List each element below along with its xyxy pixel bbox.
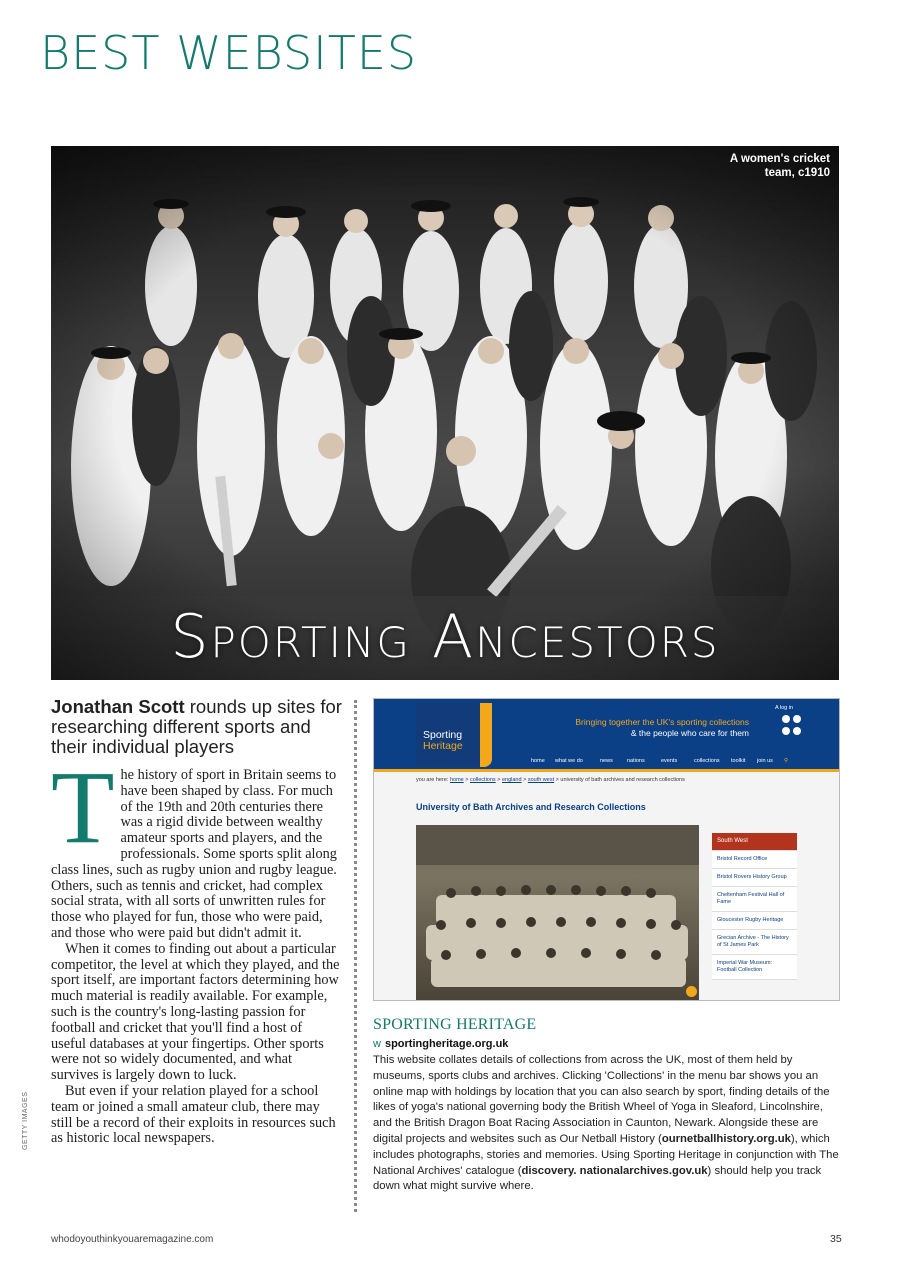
discovery-link[interactable]: discovery. nationalarchives.gov.uk [521, 1164, 708, 1177]
drop-cap: T [51, 750, 115, 865]
sidebar-item: Grecian Archive - The History of St James Park [712, 930, 797, 955]
site-tagline [575, 717, 749, 739]
hero-caption: A women's cricket team, c1910 [729, 153, 830, 179]
standfirst-text: rounds up sites for researching different sports and their individual players [51, 696, 342, 757]
site-nav [374, 755, 839, 769]
nav-item-what-we-do: what we do [555, 758, 583, 764]
site-page-heading: University of Bath Archives and Research Collections [416, 802, 646, 812]
footer-url: whodoyouthinkyouaremagazine.com [51, 1234, 214, 1245]
nav-item-events: events [661, 758, 678, 764]
article-title: Sporting Ancestors [170, 602, 720, 672]
hero-photo [51, 146, 839, 680]
hero-photo-figures [51, 146, 839, 680]
page-number: 35 [830, 1233, 842, 1245]
breadcrumb-item: collections [470, 777, 496, 783]
body-paragraph: he history of sport in Britain seems to have been shaped by class. For much of the 19th and 20th centuries there was a rigid divide between wealthy amateur sports and players, and the professionals. Some sports split along class lines, such as rugby union and rugby league. Others, such as tennis and cricket, had complex social strata, with all sorts of unwritten rules for those who played for fun, those who were paid, and those who were paid but didn't admit it. [51, 767, 337, 941]
nav-underline [374, 769, 839, 772]
breadcrumb-current: university of bath archives and research collections [560, 777, 685, 783]
article-body [51, 750, 340, 1147]
archive-photo [416, 825, 699, 1000]
nav-item-home: home [531, 758, 545, 764]
listing-text: ), which includes photographs, stories and memories. Using Sporting Heritage in conjunction with The National Archives' catalogue ( [373, 1132, 839, 1177]
facebook-icon [782, 727, 790, 735]
nav-item-toolkit: toolkit [731, 758, 746, 764]
author-name: Jonathan Scott [51, 696, 185, 717]
breadcrumb-prefix: you are here: [416, 777, 449, 783]
site-sidebar [712, 833, 797, 980]
nav-item-nations: nations [627, 758, 645, 764]
tagline-line-1: Bringing together the UK's sporting collections [575, 717, 749, 727]
breadcrumb: you are here: home > collections > england > south west > university of bath archives and research collections [416, 777, 685, 783]
logo-line-1: Sporting [423, 729, 463, 741]
social-icon [782, 715, 790, 723]
section-title: BEST WEBSITES [40, 26, 418, 80]
archive-photo-figures [416, 825, 699, 1000]
nav-item-collections: collections [694, 758, 720, 764]
search-icon: ⚲ [784, 758, 789, 764]
sidebar-item: Bristol Rovers History Group [712, 869, 797, 887]
sidebar-item: Cheltenham Festival Hall of Fame [712, 887, 797, 912]
site-logo-text [423, 730, 463, 752]
listing-body [373, 1053, 843, 1195]
photo-credit: GETTY IMAGES [22, 1091, 29, 1150]
url-prefix: w [373, 1038, 381, 1050]
column-divider [354, 700, 357, 1212]
website-screenshot [373, 698, 840, 1001]
body-paragraph: When it comes to finding out about a particular competitor, the level at which they played, and the sport itself, are important factors determining how much material is readily available. For example, such is the country's long-lasting passion for football and cricket that you'll find a host of useful databases at your fingertips. Other sports were not so widely documented, and what survives is largely down to luck. [51, 940, 340, 1084]
standfirst [51, 697, 351, 757]
sidebar-item: Gloucester Rugby Heritage [712, 912, 797, 930]
netball-link[interactable]: ournetballhistory.org.uk [661, 1132, 791, 1145]
zoom-icon [686, 986, 697, 997]
nav-item-news: news [600, 758, 613, 764]
logo-line-2: Heritage [423, 740, 463, 752]
sidebar-item-active: South West [712, 833, 797, 851]
login-link: A log in [774, 705, 793, 711]
social-icon [793, 715, 801, 723]
body-paragraph: But even if your relation played for a school team or joined a small amateur club, there may still be a record of their exploits in resources such as historic local newspapers. [51, 1082, 336, 1147]
sidebar-item: Bristol Record Office [712, 851, 797, 869]
listing-text: This website collates details of collections from across the UK, most of them held by museums, sports clubs and archives. Clicking 'Collections' in the menu bar shows you an online map with holdings by location that you can also search by sport, finding details of the likes of yoga's national governing body the British Wheel of Yoga in Sleaford, Lincolnshire, and the British Dragon Boat Racing Association in Caunton, Newark. Alongside these are digital projects and websites such as Our Netball History ( [373, 1054, 830, 1145]
nav-item-join-us: join us [757, 758, 773, 764]
listing-text: ) should help you track down what might survive where. [373, 1164, 822, 1193]
tagline-line-2: & the people who care for them [630, 728, 749, 738]
breadcrumb-item: south west [527, 777, 555, 783]
listing-title: SPORTING HERITAGE [373, 1016, 537, 1033]
twitter-icon [793, 727, 801, 735]
listing-url-link[interactable]: sportingheritage.org.uk [384, 1038, 509, 1050]
listing-url [373, 1038, 508, 1050]
breadcrumb-item: england [501, 777, 522, 783]
breadcrumb-item: home [449, 777, 464, 783]
sidebar-item: Imperial War Museum: Football Collection [712, 955, 797, 980]
